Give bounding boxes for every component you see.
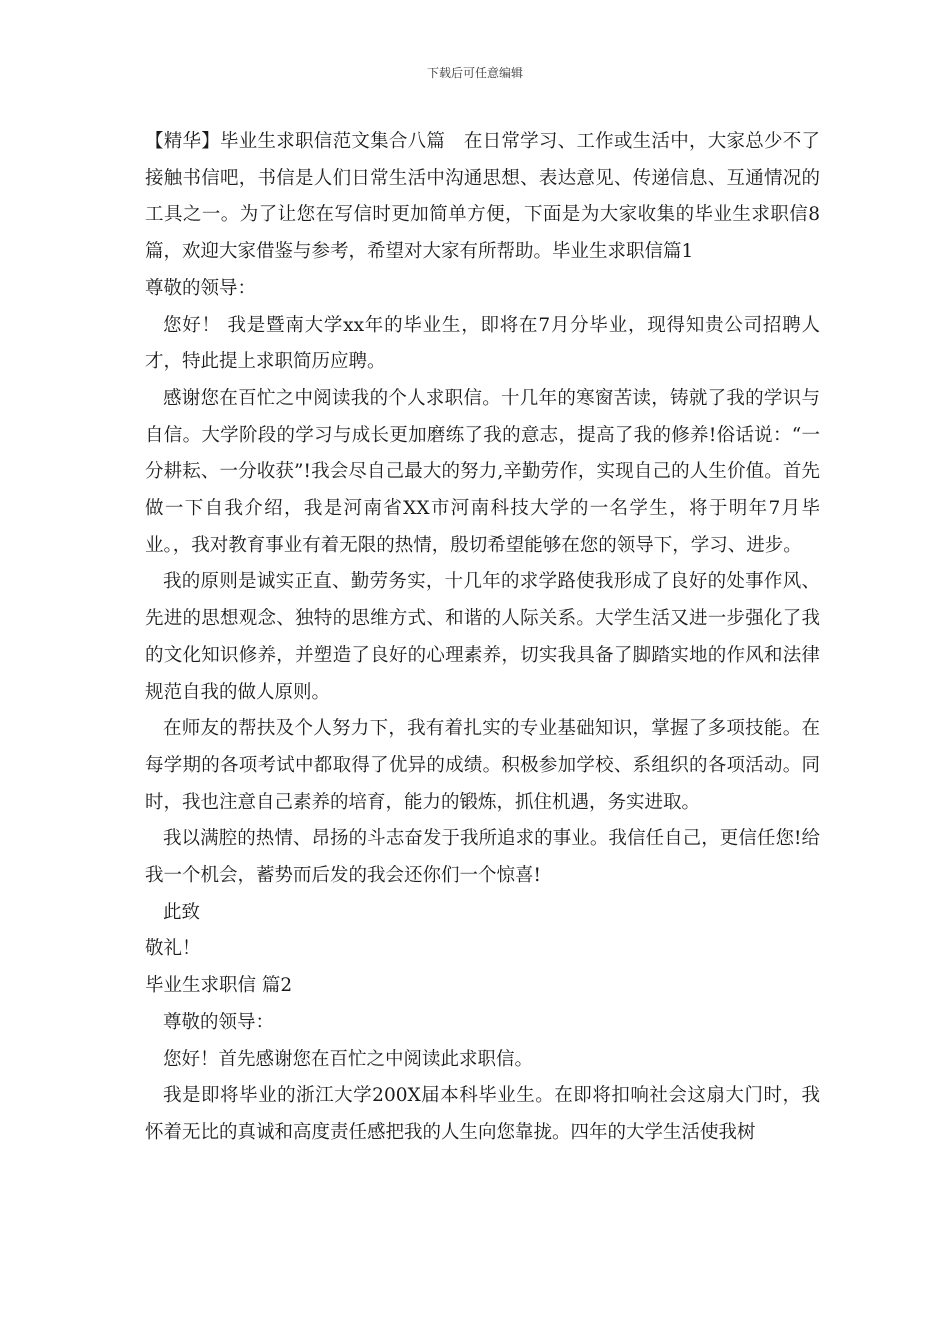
paragraph-body: 感谢您在百忙之中阅读我的个人求职信。十几年的寒窗苦读，铸就了我的学识与自信。大学阶段的学习与成长更加磨练了我的意志，提高了我的修养!俗话说：“一分耕耘、一分收获”!我会尽自己最大的努力,辛勤劳作，实现自己的人生价值。首先做一下自我介绍，我是河南省XX市河南科技大学的一名学生，将于明年7月毕业。，我对教育事业有着无限的热情，殷切希望能够在您的领导下，学习、进步。 <box>145 387 820 556</box>
paragraph-body: 我是即将毕业的浙江大学200X届本科毕业生。在即将扣响社会这扇大门时，我怀着无比的真诚和高度责任感把我的人生向您靠拢。四年的大学生活使我树 <box>145 1085 820 1143</box>
paragraph-salutation: 尊敬的领导： <box>163 1011 275 1033</box>
paragraph-greeting: 您好！ 我是暨南大学xx年的毕业生，即将在7月分毕业，现得知贵公司招聘人才，特此提上求职简历应聘。 <box>145 314 820 373</box>
paragraph-intro: 【精华】毕业生求职信范文集合八篇 在日常学习、工作或生活中，大家总少不了接触书信吧，书信是人们日常生活中沟通思想、表达意见、传递信息、互通情况的工具之一。为了让您在写信时更加简单方便，下面是为大家收集的毕业生求职信8篇，欢迎大家借鉴与参考，希望对大家有所帮助。毕业生求职信篇1 <box>145 131 820 263</box>
paragraph-body: 在师友的帮扶及个人努力下，我有着扎实的专业基础知识，掌握了多项技能。在每学期的各项考试中都取得了优异的成绩。积极参加学校、系组织的各项活动。同时，我也注意自己素养的培育，能力的锻炼，抓住机遇，务实进取。 <box>145 718 820 813</box>
page-header: 下载后可任意编辑 <box>426 66 523 80</box>
section-heading: 毕业生求职信 篇2 <box>145 975 293 997</box>
paragraph-salutation: 尊敬的领导： <box>145 277 257 299</box>
paragraph-body: 我以满腔的热情、昂扬的斗志奋发于我所追求的事业。我信任自己，更信任您!给我一个机会，蓄势而后发的我会还你们一个惊喜! <box>145 828 821 887</box>
paragraph-greeting: 您好！首先感谢您在百忙之中阅读此求职信。 <box>163 1048 534 1070</box>
paragraph-body: 我的原则是诚实正直、勤劳务实，十几年的求学路使我形成了良好的处事作风、先进的思想观念、独特的思维方式、和谐的人际关系。大学生活又进一步强化了我的文化知识修养，并塑造了良好的心理素养，切实我具备了脚踏实地的作风和法律规范自我的做人原则。 <box>145 571 820 703</box>
paragraph-closing: 此致 <box>163 901 201 923</box>
document-body <box>145 124 820 1152</box>
paragraph-regards: 敬礼！ <box>145 938 201 960</box>
